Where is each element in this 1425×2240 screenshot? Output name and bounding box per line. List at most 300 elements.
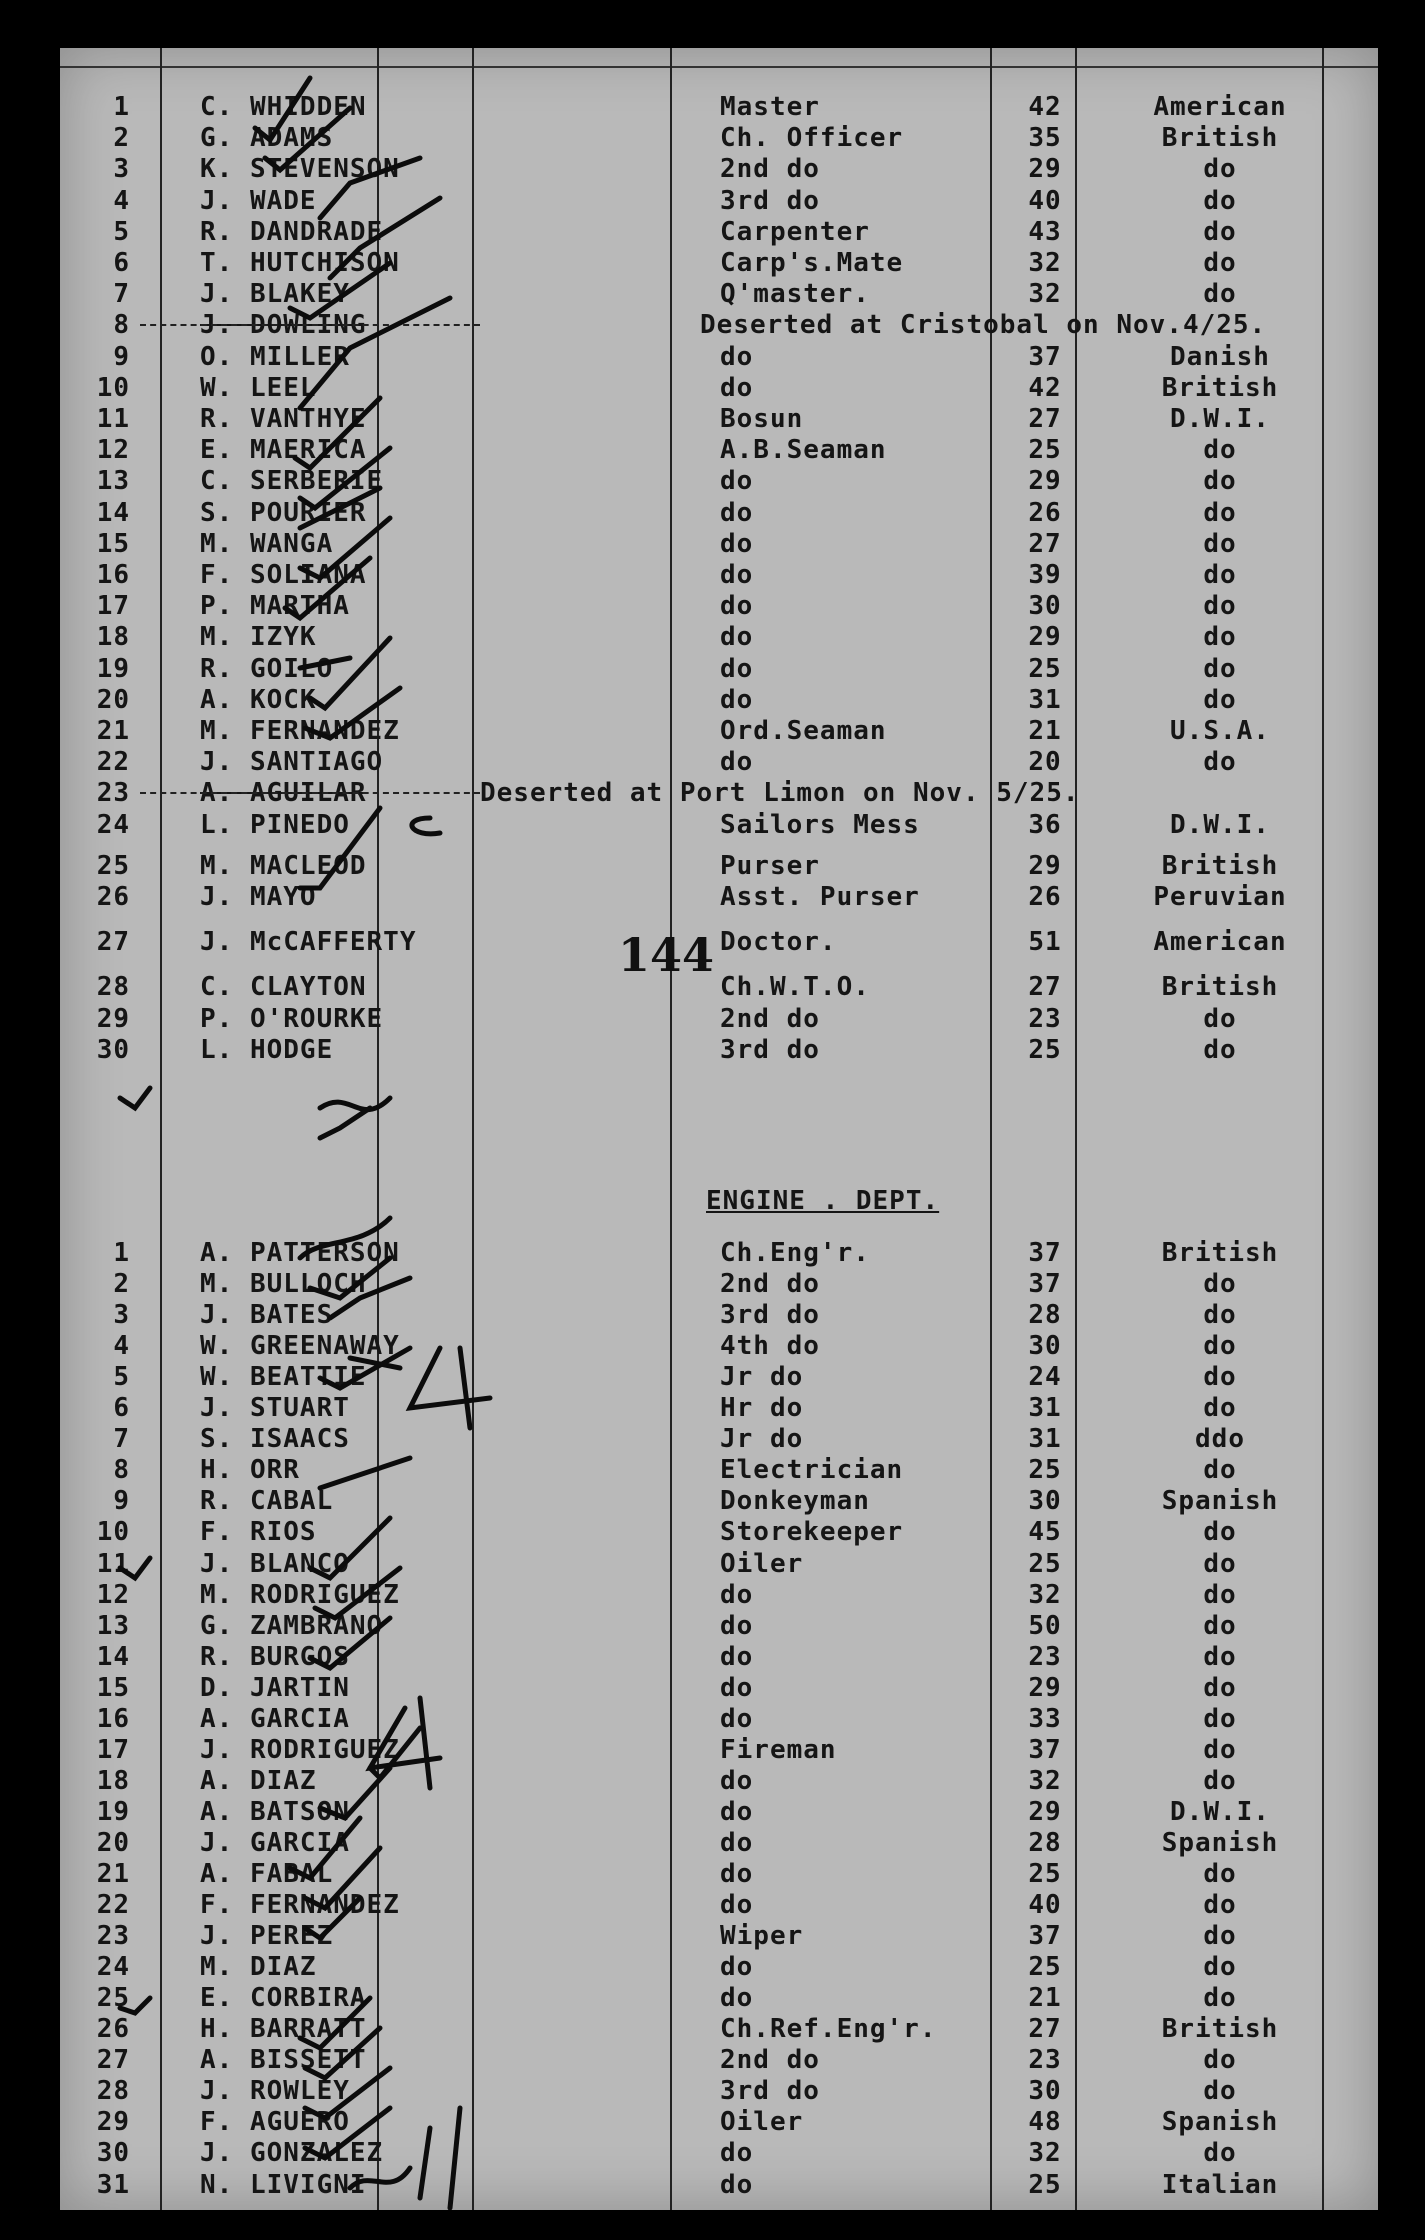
- crew-name: M. RODRIGUEZ: [200, 1579, 400, 1610]
- crew-row: [60, 2107, 1378, 2137]
- crew-rank: Asst. Purser: [720, 882, 920, 912]
- crew-nationality: do: [1203, 2045, 1237, 2076]
- crew-name: C. CLAYTON: [200, 972, 367, 1003]
- crew-rank: Ch.W.T.O.: [720, 972, 870, 1003]
- crew-nationality: British: [1161, 850, 1279, 881]
- row-number: 22: [96, 1890, 130, 1921]
- crew-age: 25: [1028, 435, 1062, 466]
- crew-row: [60, 1331, 1378, 1361]
- row-number: 24: [96, 809, 130, 840]
- row-number: 21: [96, 716, 130, 746]
- crew-nationality: Spanish: [1161, 1827, 1279, 1858]
- crew-name: J. BLAKEY: [200, 279, 350, 310]
- crew-rank: 3rd do: [720, 1300, 820, 1331]
- crew-row: [60, 1859, 1378, 1889]
- crew-name: J. PEREZ: [200, 1921, 334, 1952]
- crew-nationality: do: [1203, 154, 1237, 185]
- crew-name: C. SERBERIE: [200, 466, 384, 497]
- crew-rank: 4th do: [720, 1331, 820, 1362]
- crew-rank: Ch.Ref.Eng'r.: [720, 2014, 937, 2045]
- crew-age: 23: [1028, 1003, 1062, 1034]
- crew-name: E. MAERICA: [200, 435, 367, 466]
- crew-nationality: do: [1203, 1765, 1237, 1796]
- crew-age: 29: [1028, 622, 1062, 653]
- deserted-note: Deserted at Port Limon on Nov. 5/25.: [480, 778, 1080, 809]
- crew-row: [60, 279, 1378, 309]
- row-number: 14: [96, 1641, 130, 1672]
- crew-age: 23: [1028, 2045, 1062, 2076]
- crew-nationality: do: [1203, 185, 1237, 216]
- row-number: 19: [96, 1796, 130, 1827]
- crew-nationality: do: [1203, 1034, 1237, 1065]
- crew-rank: 2nd do: [720, 154, 820, 185]
- crew-age: 25: [1028, 1952, 1062, 1983]
- crew-age: 24: [1028, 1362, 1062, 1393]
- crew-age: 30: [1028, 2076, 1062, 2107]
- deserted-note: Deserted at Cristobal on Nov.4/25.: [700, 310, 1267, 341]
- crew-nationality: do: [1203, 653, 1237, 684]
- crew-name: A. BATSON: [200, 1796, 350, 1827]
- crew-rank: Doctor.: [720, 927, 837, 958]
- row-number: 27: [96, 2045, 130, 2076]
- crew-name: J. GONZALEZ: [200, 2138, 384, 2169]
- crew-nationality: do: [1203, 435, 1237, 466]
- row-number: 30: [96, 1034, 130, 1065]
- crew-name: J. SANTIAGO: [200, 747, 384, 778]
- crew-rank: do: [720, 1610, 754, 1641]
- crew-name: J. STUART: [200, 1393, 350, 1424]
- crew-name: E. CORBIRA: [200, 1983, 367, 2014]
- crew-row: [60, 1642, 1378, 1672]
- crew-name: W. BEATTIE: [200, 1362, 367, 1393]
- crew-name: H. ORR: [200, 1455, 300, 1486]
- crew-nationality: Spanish: [1161, 1486, 1279, 1517]
- row-number: 18: [96, 622, 130, 653]
- crew-rank: Electrician: [720, 1455, 904, 1486]
- crew-row: [60, 466, 1378, 496]
- row-number: 8: [113, 310, 130, 341]
- crew-name: J. RODRIGUEZ: [200, 1734, 400, 1765]
- crew-row: [60, 654, 1378, 684]
- crew-rank: A.B.Seaman: [720, 435, 887, 466]
- crew-row: [60, 1004, 1378, 1034]
- row-number: 22: [96, 747, 130, 778]
- crew-age: 42: [1028, 92, 1062, 122]
- row-number: 11: [96, 404, 130, 434]
- crew-nationality: do: [1203, 528, 1237, 559]
- crew-age: 30: [1028, 1486, 1062, 1517]
- crew-nationality: British: [1161, 972, 1279, 1003]
- crew-name: H. BARRATT: [200, 2014, 367, 2045]
- crew-rank: do: [720, 2138, 754, 2169]
- folio-number: 144: [618, 928, 715, 982]
- crew-row: [60, 1921, 1378, 1951]
- crew-name: N. LIVIGNI: [200, 2169, 367, 2200]
- crew-rank: Wiper: [720, 1921, 804, 1952]
- row-number: 25: [96, 850, 130, 881]
- crew-name: F. FERNANDEZ: [200, 1890, 400, 1921]
- row-number: 5: [113, 1362, 130, 1393]
- crew-row: [60, 404, 1378, 434]
- crew-nationality: do: [1203, 497, 1237, 528]
- crew-name: A. KOCK: [200, 684, 317, 715]
- crew-nationality: do: [1203, 1734, 1237, 1765]
- crew-nationality: do: [1203, 1362, 1237, 1393]
- crew-name: T. HUTCHISON: [200, 248, 400, 278]
- crew-nationality: do: [1203, 684, 1237, 715]
- crew-name: M. MACLEOD: [200, 850, 367, 881]
- row-number: 23: [96, 778, 130, 809]
- crew-row: [60, 1238, 1378, 1268]
- crew-row: [60, 591, 1378, 621]
- crew-name: R. CABAL: [200, 1486, 334, 1517]
- crew-name: M. IZYK: [200, 622, 317, 653]
- crew-rank: do: [720, 1672, 754, 1703]
- crew-row: [60, 1580, 1378, 1610]
- crew-row: [60, 1828, 1378, 1858]
- crew-row: [60, 851, 1378, 881]
- crew-row: [60, 1735, 1378, 1765]
- crew-nationality: do: [1203, 1455, 1237, 1486]
- crew-name: A. BISSETT: [200, 2045, 367, 2076]
- crew-row: [60, 2014, 1378, 2044]
- crew-age: 27: [1028, 2014, 1062, 2045]
- crew-nationality: do: [1203, 1890, 1237, 1921]
- row-number: 2: [113, 1269, 130, 1300]
- crew-age: 28: [1028, 1827, 1062, 1858]
- row-number: 3: [113, 154, 130, 185]
- row-number: 19: [96, 653, 130, 684]
- crew-name: M. WANGA: [200, 528, 334, 559]
- crew-age: 25: [1028, 1034, 1062, 1065]
- crew-name: D. JARTIN: [200, 1672, 350, 1703]
- row-number: 10: [96, 1517, 130, 1548]
- crew-row: [60, 154, 1378, 184]
- crew-row: [60, 560, 1378, 590]
- crew-rank: 3rd do: [720, 1034, 820, 1065]
- row-number: 3: [113, 1300, 130, 1331]
- crew-nationality: do: [1203, 1610, 1237, 1641]
- crew-age: 21: [1028, 716, 1062, 746]
- crew-age: 26: [1028, 882, 1062, 912]
- crew-row: [60, 747, 1378, 777]
- crew-rank: do: [720, 1983, 754, 2014]
- crew-nationality: do: [1203, 747, 1237, 778]
- crew-name: K. STEVENSON: [200, 154, 400, 185]
- crew-rank: do: [720, 1859, 754, 1889]
- crew-age: 25: [1028, 1455, 1062, 1486]
- row-number: 15: [96, 528, 130, 559]
- crew-age: 39: [1028, 560, 1062, 590]
- crew-row: [60, 622, 1378, 652]
- crew-nationality: do: [1203, 216, 1237, 247]
- crew-nationality: Italian: [1161, 2169, 1279, 2200]
- row-number: 13: [96, 466, 130, 497]
- crew-rank: do: [720, 1952, 754, 1983]
- crew-row: [60, 685, 1378, 715]
- crew-name: G. ADAMS: [200, 123, 334, 154]
- crew-row: [60, 972, 1378, 1002]
- crew-nationality: do: [1203, 2076, 1237, 2107]
- crew-age: 33: [1028, 1703, 1062, 1734]
- crew-name: F. RIOS: [200, 1517, 317, 1548]
- crew-age: 26: [1028, 497, 1062, 528]
- crew-rank: Ch.Eng'r.: [720, 1238, 870, 1268]
- crew-nationality: do: [1203, 466, 1237, 497]
- top-rule: [60, 66, 1378, 68]
- row-number: 20: [96, 1827, 130, 1858]
- row-number: 9: [113, 1486, 130, 1517]
- crew-nationality: do: [1203, 279, 1237, 310]
- crew-nationality: do: [1203, 1952, 1237, 1983]
- crew-row: [60, 2076, 1378, 2106]
- crew-age: 42: [1028, 372, 1062, 403]
- crew-rank: do: [720, 1579, 754, 1610]
- crew-age: 23: [1028, 1641, 1062, 1672]
- deserted-dashed-line: [140, 792, 480, 794]
- crew-rank: do: [720, 1890, 754, 1921]
- crew-age: 29: [1028, 154, 1062, 185]
- row-number: 21: [96, 1859, 130, 1889]
- crew-rank: Sailors Mess: [720, 809, 920, 840]
- crew-nationality: do: [1203, 1859, 1237, 1889]
- crew-nationality: do: [1203, 591, 1237, 622]
- manifest-page: [60, 48, 1378, 2210]
- row-number: 7: [113, 279, 130, 310]
- crew-row: [60, 310, 1378, 340]
- crew-nationality: do: [1203, 1300, 1237, 1331]
- crew-rank: do: [720, 528, 754, 559]
- crew-age: 32: [1028, 279, 1062, 310]
- crew-rank: 2nd do: [720, 1269, 820, 1300]
- crew-rank: Bosun: [720, 404, 804, 434]
- crew-name: A. FABAL: [200, 1859, 334, 1889]
- row-number: 6: [113, 1393, 130, 1424]
- crew-name: O. MILLER: [200, 341, 350, 372]
- row-number: 28: [96, 972, 130, 1003]
- row-number: 2: [113, 123, 130, 154]
- row-number: 23: [96, 1921, 130, 1952]
- crew-age: 28: [1028, 1300, 1062, 1331]
- crew-row: [60, 882, 1378, 912]
- crew-nationality: do: [1203, 1548, 1237, 1579]
- crew-row: [60, 927, 1378, 957]
- crew-rank: Hr do: [720, 1393, 804, 1424]
- crew-nationality: American: [1153, 927, 1287, 958]
- row-number: 17: [96, 1734, 130, 1765]
- crew-name: A. AGUILAR: [200, 778, 367, 809]
- crew-rank: do: [720, 1796, 754, 1827]
- crew-name: J. BATES: [200, 1300, 334, 1331]
- crew-name: L. HODGE: [200, 1034, 334, 1065]
- crew-name: A. GARCIA: [200, 1703, 350, 1734]
- crew-name: J. ROWLEY: [200, 2076, 350, 2107]
- crew-rank: Donkeyman: [720, 1486, 870, 1517]
- crew-rank: 2nd do: [720, 2045, 820, 2076]
- crew-rank: do: [720, 1765, 754, 1796]
- crew-age: 45: [1028, 1517, 1062, 1548]
- crew-age: 40: [1028, 185, 1062, 216]
- crew-name: W. GREENAWAY: [200, 1331, 400, 1362]
- crew-name: S. POURIER: [200, 497, 367, 528]
- row-number: 29: [96, 1003, 130, 1034]
- crew-name: J. BLANCO: [200, 1548, 350, 1579]
- crew-row: [60, 342, 1378, 372]
- crew-nationality: British: [1161, 372, 1279, 403]
- crew-rank: do: [720, 591, 754, 622]
- row-number: 1: [113, 1238, 130, 1268]
- crew-name: W. LEEL: [200, 372, 317, 403]
- crew-age: 31: [1028, 1393, 1062, 1424]
- row-number: 16: [96, 560, 130, 590]
- crew-rank: do: [720, 622, 754, 653]
- crew-nationality: British: [1161, 2014, 1279, 2045]
- row-number: 4: [113, 185, 130, 216]
- row-number: 17: [96, 591, 130, 622]
- crew-row: [60, 2170, 1378, 2200]
- crew-age: 32: [1028, 1765, 1062, 1796]
- crew-rank: do: [720, 466, 754, 497]
- crew-rank: 3rd do: [720, 185, 820, 216]
- crew-age: 30: [1028, 1331, 1062, 1362]
- crew-age: 20: [1028, 747, 1062, 778]
- crew-row: [60, 1035, 1378, 1065]
- crew-nationality: British: [1161, 1238, 1279, 1268]
- crew-rank: Jr do: [720, 1362, 804, 1393]
- crew-name: J. McCAFFERTY: [200, 927, 417, 958]
- crew-rank: do: [720, 653, 754, 684]
- crew-age: 32: [1028, 2138, 1062, 2169]
- row-number: 14: [96, 497, 130, 528]
- crew-name: J. DOWLING: [200, 310, 367, 341]
- crew-age: 29: [1028, 1672, 1062, 1703]
- crew-age: 43: [1028, 216, 1062, 247]
- crew-row: [60, 1517, 1378, 1547]
- crew-row: [60, 217, 1378, 247]
- row-number: 8: [113, 1455, 130, 1486]
- crew-nationality: do: [1203, 1393, 1237, 1424]
- row-number: 13: [96, 1610, 130, 1641]
- crew-name: R. VANTHYE: [200, 404, 367, 434]
- row-number: 28: [96, 2076, 130, 2107]
- crew-age: 27: [1028, 528, 1062, 559]
- crew-row: [60, 1424, 1378, 1454]
- crew-row: [60, 810, 1378, 840]
- crew-row: [60, 1952, 1378, 1982]
- crew-row: [60, 1766, 1378, 1796]
- crew-nationality: do: [1203, 560, 1237, 590]
- crew-name: L. PINEDO: [200, 809, 350, 840]
- row-number: 5: [113, 216, 130, 247]
- crew-age: 37: [1028, 1269, 1062, 1300]
- crew-rank: do: [720, 1827, 754, 1858]
- crew-row: [60, 716, 1378, 746]
- row-number: 10: [96, 372, 130, 403]
- crew-row: [60, 123, 1378, 153]
- crew-name: P. O'ROURKE: [200, 1003, 384, 1034]
- crew-name: A. PATTERSON: [200, 1238, 400, 1268]
- crew-rank: do: [720, 341, 754, 372]
- crew-age: 29: [1028, 466, 1062, 497]
- crew-name: A. DIAZ: [200, 1765, 317, 1796]
- crew-name: F. AGUERO: [200, 2107, 350, 2138]
- crew-rank: 3rd do: [720, 2076, 820, 2107]
- crew-age: 30: [1028, 591, 1062, 622]
- crew-rank: Oiler: [720, 1548, 804, 1579]
- row-number: 31: [96, 2169, 130, 2200]
- crew-age: 27: [1028, 972, 1062, 1003]
- row-number: 24: [96, 1952, 130, 1983]
- crew-row: [60, 1611, 1378, 1641]
- crew-rank: Ord.Seaman: [720, 716, 887, 746]
- crew-row: [60, 92, 1378, 122]
- row-number: 6: [113, 248, 130, 278]
- row-number: 20: [96, 684, 130, 715]
- crew-nationality: Danish: [1170, 341, 1270, 372]
- crew-row: [60, 248, 1378, 278]
- row-number: 15: [96, 1672, 130, 1703]
- crew-nationality: British: [1161, 123, 1279, 154]
- row-number: 30: [96, 2138, 130, 2169]
- crew-name: R. GOILO: [200, 653, 334, 684]
- crew-rank: do: [720, 747, 754, 778]
- crew-nationality: do: [1203, 1641, 1237, 1672]
- crew-row: [60, 2045, 1378, 2075]
- row-number: 26: [96, 2014, 130, 2045]
- crew-rank: Carp's.Mate: [720, 248, 904, 278]
- crew-nationality: do: [1203, 1579, 1237, 1610]
- crew-rank: Storekeeper: [720, 1517, 904, 1548]
- crew-age: 51: [1028, 927, 1062, 958]
- crew-age: 32: [1028, 1579, 1062, 1610]
- crew-nationality: American: [1153, 92, 1287, 122]
- crew-nationality: D.W.I.: [1170, 404, 1270, 434]
- crew-name: J. GARCIA: [200, 1827, 350, 1858]
- section-heading-engine: ENGINE . DEPT.: [706, 1186, 940, 1216]
- crew-age: 31: [1028, 684, 1062, 715]
- crew-rank: do: [720, 372, 754, 403]
- deserted-dashed-line: [140, 324, 480, 326]
- row-number: 7: [113, 1424, 130, 1455]
- crew-nationality: do: [1203, 1983, 1237, 2014]
- crew-age: 37: [1028, 1921, 1062, 1952]
- crew-age: 48: [1028, 2107, 1062, 2138]
- crew-rank: Jr do: [720, 1424, 804, 1455]
- crew-nationality: do: [1203, 248, 1237, 278]
- crew-age: 29: [1028, 850, 1062, 881]
- crew-row: [60, 186, 1378, 216]
- crew-nationality: do: [1203, 1331, 1237, 1362]
- crew-rank: do: [720, 497, 754, 528]
- crew-age: 40: [1028, 1890, 1062, 1921]
- crew-age: 35: [1028, 123, 1062, 154]
- crew-nationality: do: [1203, 1269, 1237, 1300]
- crew-nationality: U.S.A.: [1170, 716, 1270, 746]
- crew-row: [60, 435, 1378, 465]
- crew-row: [60, 1393, 1378, 1423]
- crew-rank: do: [720, 560, 754, 590]
- crew-rank: 2nd do: [720, 1003, 820, 1034]
- crew-age: 32: [1028, 248, 1062, 278]
- crew-nationality: do: [1203, 1517, 1237, 1548]
- crew-row: [60, 1362, 1378, 1392]
- crew-rank: Fireman: [720, 1734, 837, 1765]
- crew-row: [60, 498, 1378, 528]
- crew-row: [60, 1704, 1378, 1734]
- crew-row: [60, 1269, 1378, 1299]
- row-number: 12: [96, 435, 130, 466]
- crew-age: 37: [1028, 341, 1062, 372]
